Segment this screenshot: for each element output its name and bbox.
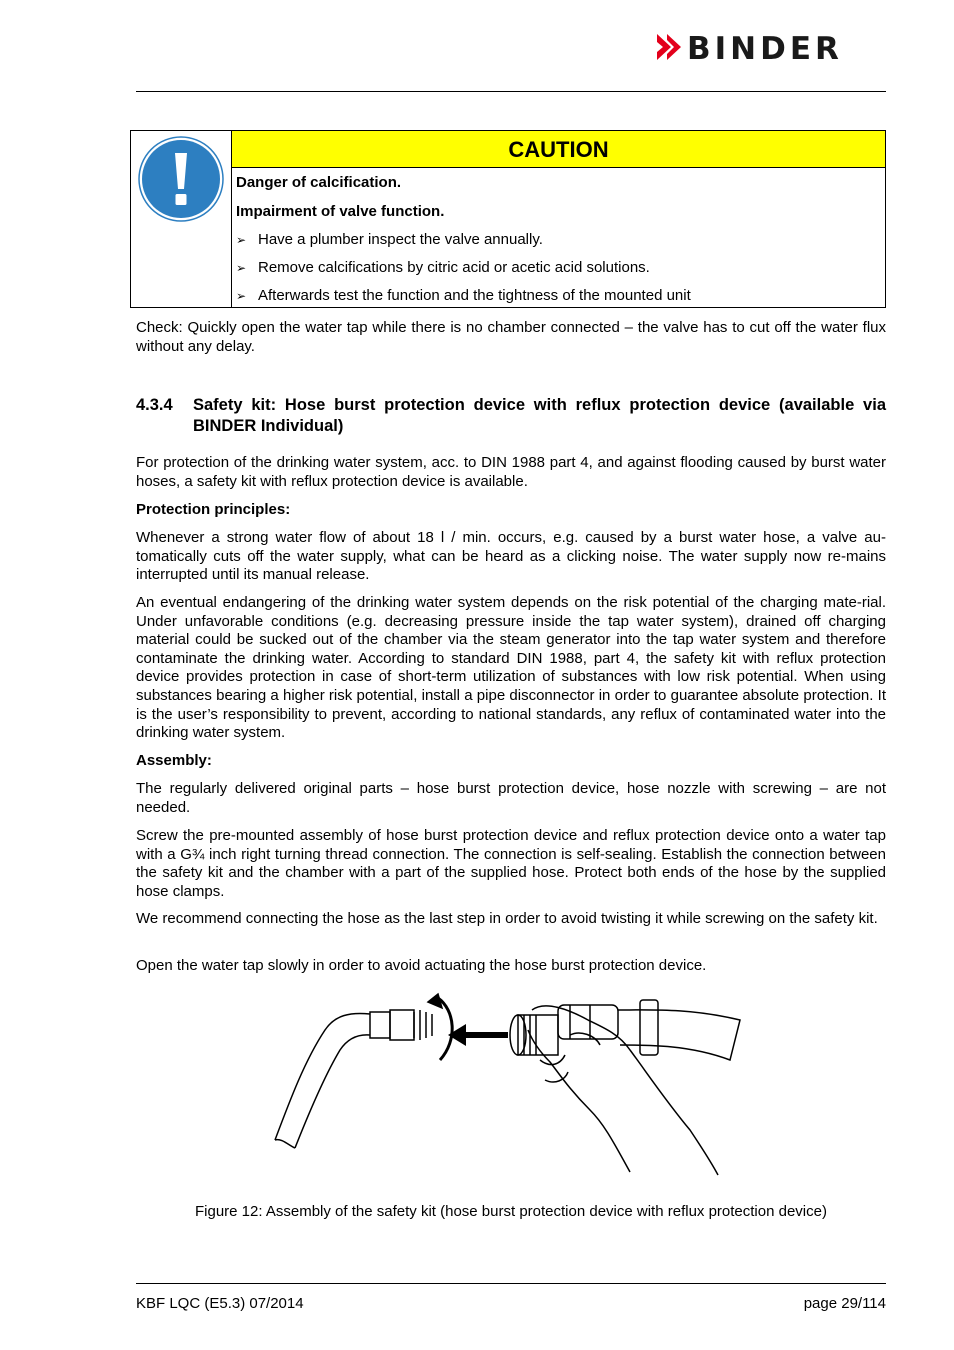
caution-title: CAUTION (232, 131, 885, 168)
section-number: 4.3.4 (136, 396, 173, 414)
assembly-paragraph-3: We recommend connecting the hose as the last step in order to avoid twisting it while screwing on the safety kit. (136, 910, 878, 927)
figure-caption: Figure 12: Assembly of the safety kit (hose burst protection device with reflux protection device) (195, 1203, 827, 1220)
check-paragraph: Check: Quickly open the water tap while there is no chamber connected – the valve has to cut off the water flux without any delay. (136, 319, 886, 355)
section-title: Safety kit: Hose burst protection device with reflux protection device (available via BINDER Individual) (193, 396, 886, 435)
caution-bullet-text: Remove calcifications by citric acid or acetic acid solutions. (258, 259, 650, 276)
assembly-paragraph-1: The regularly delivered original parts – hose burst protection device, hose nozzle with screwing – are not needed. (136, 780, 886, 816)
assembly-paragraph-2: Screw the pre-mounted assembly of hose burst protection device and reflux protection device onto a water tap with a G¾ inch right turning thread connection. The connection is self-sealing. Establish the connection between the safety kit and the chamber with a part of the supplied hose. Protect both ends of the hose by the supplied hose clamps. (136, 827, 886, 900)
caution-bullet-text: Afterwards test the function and the tightness of the mounted unit (258, 287, 691, 304)
intro-paragraph: For protection of the drinking water system, acc. to DIN 1988 part 4, and against flooding caused by burst water hoses, a safety kit with reflux protection device is available. (136, 454, 886, 490)
binder-logo (655, 30, 890, 64)
assembly-heading: Assembly: (136, 752, 212, 769)
caution-bullet-1 (236, 231, 543, 248)
arrow-bullet-icon: ➢ (236, 261, 247, 275)
principles-heading: Protection principles: (136, 501, 291, 518)
footer-page-number: page 29/114 (803, 1295, 886, 1312)
caution-bullet-text: Have a plumber inspect the valve annually. (258, 231, 543, 248)
footer-document-id: KBF LQC (E5.3) 07/2014 (136, 1295, 304, 1312)
principles-paragraph-1: Whenever a strong water flow of about 18 l / min. occurs, e.g. caused by a burst water hose, a valve au-tomatically cuts off the water supply, what can be heard as a clicking noise. The water supply now re-mains interrupted until its manual release. (136, 529, 886, 584)
assembly-illustration (270, 990, 750, 1180)
caution-line-2: Impairment of valve function. (236, 203, 445, 220)
arrow-bullet-icon: ➢ (236, 233, 247, 247)
exclamation-icon (138, 136, 224, 222)
hose-and-hand-drawing (270, 990, 750, 1180)
arrow-bullet-icon: ➢ (236, 289, 247, 303)
caution-bullet-2 (236, 259, 650, 276)
caution-line-1: Danger of calcification. (236, 174, 402, 191)
binder-logo-mark (655, 30, 890, 64)
assembly-paragraph-4: Open the water tap slowly in order to avoid actuating the hose burst protection device. (136, 957, 707, 974)
header-rule (136, 91, 886, 92)
caution-box (130, 130, 886, 308)
brand-wordmark: BINDER (687, 31, 843, 64)
footer-rule (136, 1283, 886, 1284)
caution-icon-cell (131, 131, 232, 307)
principles-paragraph-2: An eventual endangering of the drinking water system depends on the risk potential of the charging mate-rial. Under unfavorable conditions (e.g. decreasing pressure inside the tap water system), drained off charging material could be sucked out of the chamber via the steam generator into the tap water system and therefore contaminate the drinking water. According to standard DIN 1988, part 4, the safety kit with reflux protection device provides protection in case of short-term utilization of substances with low risk potential. When using substances bearing a higher risk potential, install a pipe disconnector in order to guarantee absolute protection. It is the user’s responsibility to prevent, according to national standards, any reflux of contaminated water into the drinking water system. (136, 594, 886, 742)
caution-bullet-3 (236, 287, 691, 304)
